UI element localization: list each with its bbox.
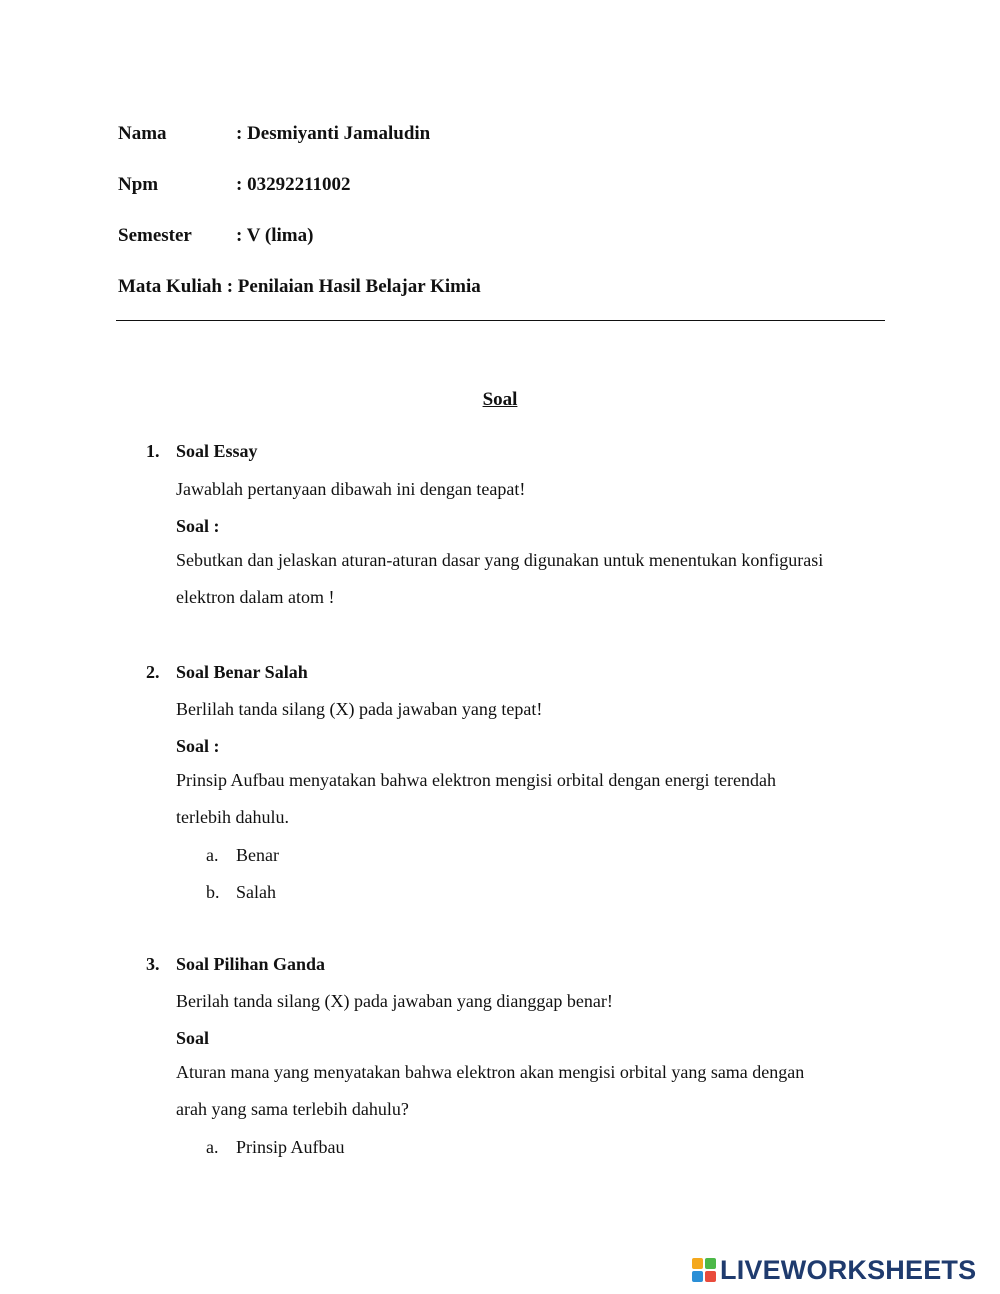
field-label-mata-kuliah: Mata Kuliah bbox=[118, 276, 222, 297]
mark-square-2 bbox=[705, 1258, 716, 1269]
section-2-question-line-1: Prinsip Aufbau menyatakan bahwa elektron mengisi orbital dengan energi terendah bbox=[176, 770, 776, 790]
field-value-semester: : V (lima) bbox=[236, 225, 314, 246]
field-value-npm: : 03292211002 bbox=[236, 174, 351, 195]
section-2-option-a-letter: a. bbox=[206, 845, 219, 865]
section-3-instruction: Berilah tanda silang (X) pada jawaban yang dianggap benar! bbox=[176, 991, 613, 1011]
section-2-option-b-letter: b. bbox=[206, 882, 220, 902]
page-title: Soal bbox=[482, 389, 518, 410]
field-label-nama: Nama bbox=[118, 123, 167, 144]
section-1-soal-label: Soal : bbox=[176, 516, 220, 536]
section-3-option-a-letter: a. bbox=[206, 1137, 219, 1157]
field-value-mata-kuliah: : Penilaian Hasil Belajar Kimia bbox=[226, 276, 481, 297]
section-2-soal-label: Soal : bbox=[176, 736, 220, 756]
mark-square-4 bbox=[705, 1271, 716, 1282]
section-1-title: Soal Essay bbox=[176, 441, 258, 461]
section-1-number: 1. bbox=[146, 441, 160, 461]
mark-square-3 bbox=[692, 1271, 703, 1282]
liveworksheets-mark-icon bbox=[692, 1258, 716, 1282]
field-value-nama: : Desmiyanti Jamaludin bbox=[236, 123, 431, 144]
section-3-soal-label: Soal bbox=[176, 1028, 210, 1048]
section-3-question-line-2: arah yang sama terlebih dahulu? bbox=[176, 1099, 409, 1119]
section-3-number: 3. bbox=[146, 954, 160, 974]
section-2-title: Soal Benar Salah bbox=[176, 662, 308, 682]
section-3-title: Soal Pilihan Ganda bbox=[176, 954, 326, 974]
section-2-option-b[interactable]: Salah bbox=[236, 882, 276, 902]
section-1-instruction: Jawablah pertanyaan dibawah ini dengan teapat! bbox=[176, 479, 526, 499]
field-label-semester: Semester bbox=[118, 225, 192, 246]
section-2-question-line-2: terlebih dahulu. bbox=[176, 807, 289, 827]
liveworksheets-logo[interactable] bbox=[692, 1255, 976, 1285]
section-3-option-a[interactable]: Prinsip Aufbau bbox=[236, 1137, 345, 1157]
section-2-instruction: Berlilah tanda silang (X) pada jawaban yang tepat! bbox=[176, 699, 543, 719]
section-2-option-a[interactable]: Benar bbox=[236, 845, 279, 865]
field-label-npm: Npm bbox=[118, 174, 159, 195]
mark-square-1 bbox=[692, 1258, 703, 1269]
section-1-question-line-1: Sebutkan dan jelaskan aturan-aturan dasar yang digunakan untuk menentukan konfigurasi bbox=[176, 550, 824, 570]
section-1-question-line-2: elektron dalam atom ! bbox=[176, 587, 335, 607]
liveworksheets-logo-text: LIVEWORKSHEETS bbox=[720, 1255, 977, 1285]
section-2-number: 2. bbox=[146, 662, 160, 682]
section-3-question-line-1: Aturan mana yang menyatakan bahwa elektron akan mengisi orbital yang sama dengan bbox=[176, 1062, 805, 1082]
header-divider bbox=[116, 320, 885, 321]
field-mata-kuliah bbox=[118, 276, 481, 298]
